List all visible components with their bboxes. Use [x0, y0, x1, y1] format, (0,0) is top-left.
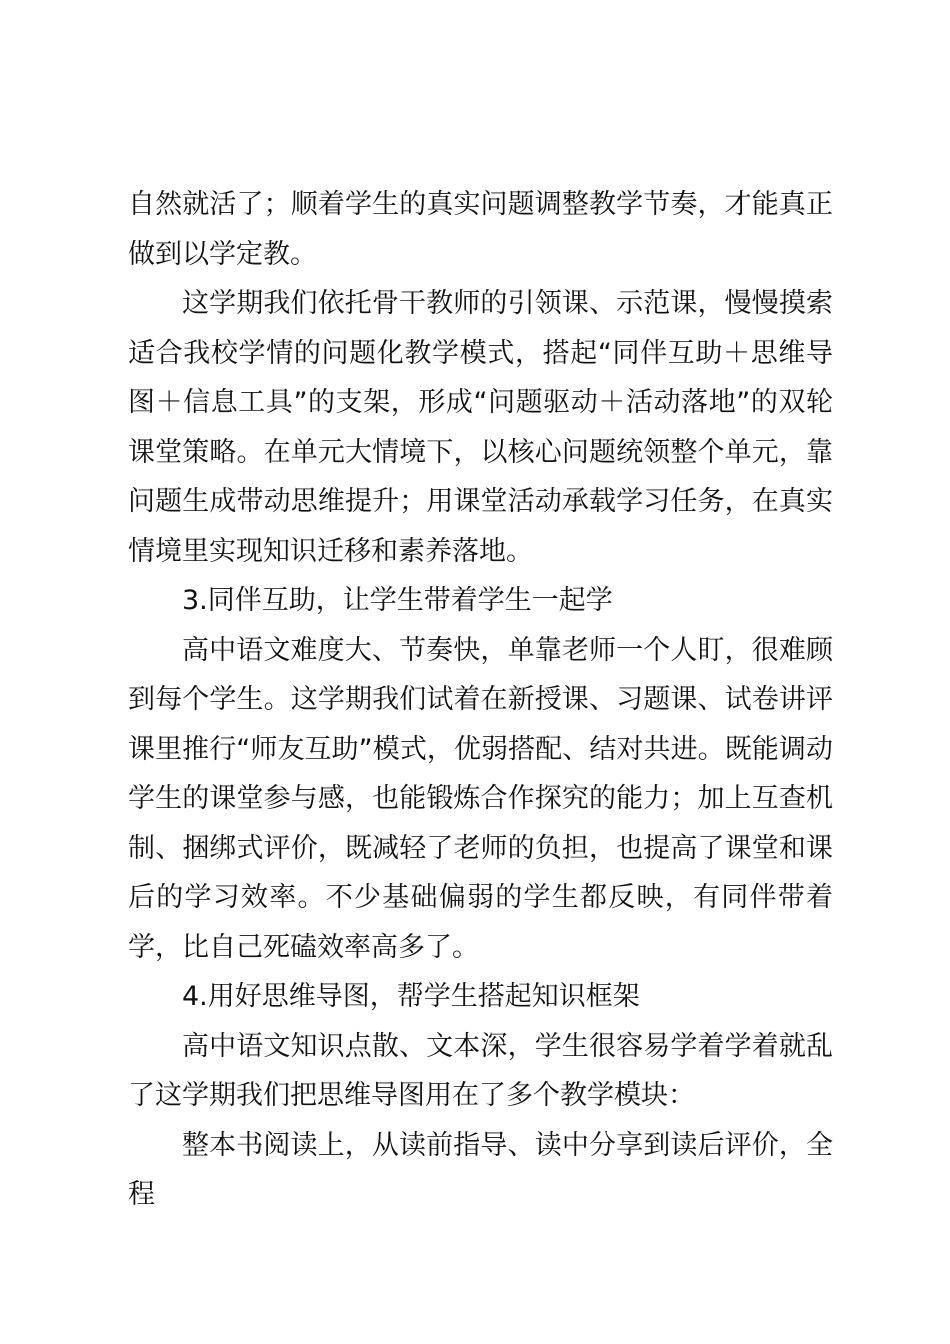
- paragraph-peer-help: 高中语文难度大、节奏快，单靠老师一个人盯，很难顾到每个学生。这学期我们试着在新授课、习题课、试卷讲评课里推行“师友互助”模式，优弱搭配、结对共进。既能调动学生的课堂参与感，也能锻炼合作探究的能力；加上互查机制、捆绑式评价，既减轻了老师的负担，也提高了课堂和课后的学习效率。不少基础偏弱的学生都反映，有同伴带着学，比自己死磕效率高多了。: [128, 634, 833, 963]
- document-body: [128, 180, 833, 1220]
- paragraph-teaching-model: 这学期我们依托骨干教师的引领课、示范课，慢慢摸索适合我校学情的问题化教学模式，搭起“同伴互助＋思维导图＋信息工具”的支架，形成“问题驱动＋活动落地”的双轮课堂策略。在单元大情境下，以核心问题统领整个单元，靠问题生成带动思维提升；用课堂活动承载学习任务，在真实情境里实现知识迁移和素养落地。: [128, 288, 833, 567]
- paragraph-continued: 自然就活了；顺着学生的真实问题调整教学节奏，才能真正做到以学定教。: [128, 189, 833, 270]
- section-heading-mind-map: 4.用好思维导图，帮学生搭起知识框架: [182, 981, 640, 1012]
- section-heading-peer-help: 3.同伴互助，让学生带着学生一起学: [182, 585, 613, 616]
- paragraph-mind-map-intro: 高中语文知识点散、文本深，学生很容易学着学着就乱了这学期我们把思维导图用在了多个教学模块：: [128, 1030, 833, 1111]
- paragraph-whole-book-reading: 整本书阅读上，从读前指导、读中分享到读后评价，全程: [128, 1129, 833, 1210]
